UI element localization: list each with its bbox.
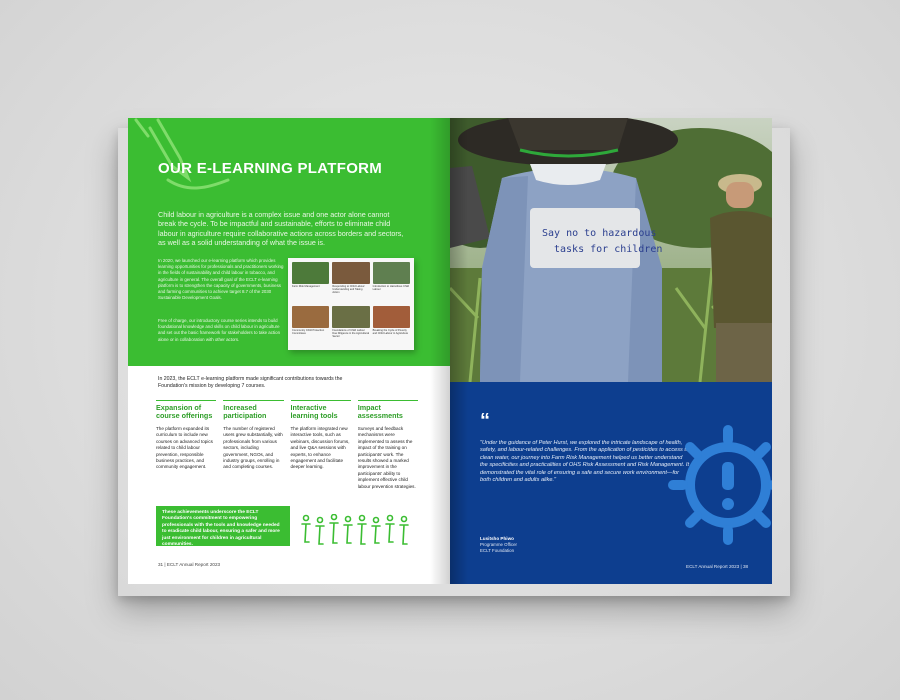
course-thumbnail	[332, 306, 369, 328]
page-title: OUR E-LEARNING PLATFORM	[158, 160, 383, 177]
testimonial-role-title: Programme Officer	[480, 542, 518, 547]
course-card	[292, 262, 329, 303]
highlight-column	[223, 400, 283, 490]
course-caption: Foundations of Child Labour Due Diligence in the Agricultural Sector	[332, 328, 370, 338]
achievements-box: These achievements underscore the ECLT Foundation's commitment to empowering professionals with the tools and knowledge needed to eradicate child labour, ensuring a safer and more just environment for children in agricultural communities.	[156, 506, 290, 546]
shirt-slogan-line2: tasks for children	[554, 244, 663, 255]
courses-paragraph: Free of charge, our introductory course series intends to build foundational knowledge and skills on child labour in agriculture and set out the basic framework for stakeholders to take action alone or in collaboration with other actors.	[158, 318, 281, 342]
course-card	[332, 262, 369, 303]
highlight-column	[358, 400, 418, 490]
platform-paragraph: In 2020, we launched our e-learning platform which provides learning opportunities for professionals and practitioners working in the fields of sustainability and child labour in tobacco, and agriculture in general. The overall goal of the ECLT e-learning platform is to strengthen the capacity of governments, business and farming communities to achieve target 8.7 of the 2030 Sustainable Development Goals.	[158, 258, 284, 301]
pencil-icon	[128, 118, 238, 198]
course-caption: Responding to Child Labour: Understanding and Taking Action	[332, 285, 366, 294]
course-thumbnail	[373, 262, 410, 284]
field-photo	[450, 118, 772, 382]
left-page	[128, 118, 450, 584]
stats-intro: In 2023, the ECLT e-learning platform made significant contributions towards the Foundation's mission by developing 7 courses.	[158, 376, 343, 389]
testimonial-role	[480, 542, 517, 554]
highlight-column	[156, 400, 216, 490]
course-caption: Introduction to Hazardous Child Labour	[372, 285, 409, 291]
highlight-body: The number of registered users grew substantially, with professionals from various sectors, including government, NGOs, and industry groups, enrolling in and completing courses.	[223, 426, 283, 470]
page-footer: ECLT Annual Report 2023 | 38	[686, 564, 749, 569]
course-card	[373, 262, 410, 303]
people-illustration-icon	[300, 514, 412, 548]
highlight-body: The platform integrated new interactive tools, such as webinars, discussion forums, and live Q&A sessions with experts, to enhance engagement and facilitate deeper learning.	[290, 426, 350, 470]
course-card	[373, 306, 410, 347]
platform-screenshot	[288, 258, 414, 350]
testimonial-organisation: ECLT Foundation	[480, 548, 515, 553]
highlight-body: Surveys and feedback mechanisms were implemented to assess the impact of the training on participants' work. The results showed a marked improvement in the participants' ability to implement effective child labour prevention strategies.	[357, 426, 416, 489]
highlight-heading: Interactive learning tools	[290, 403, 338, 420]
course-caption: Community Child Protection Committees	[292, 328, 325, 335]
course-thumbnail	[292, 262, 329, 284]
course-thumbnail	[292, 306, 329, 328]
highlight-body: The platform expanded its curriculum to include new courses on advanced topics related to child labour prevention, responsible business practices, and community engagement.	[156, 426, 213, 470]
highlights-columns	[156, 400, 418, 490]
highlight-heading: Expansion of course offerings	[156, 403, 213, 420]
testimonial-author: Lusitsho Phiwo	[480, 536, 514, 541]
course-card	[332, 306, 369, 347]
highlight-heading: Increased participation	[223, 403, 267, 420]
course-thumbnail	[373, 306, 410, 328]
highlight-column	[291, 400, 351, 490]
shirt-slogan-line1: Say no to hazardous	[542, 228, 657, 239]
gear-exclamation-icon	[668, 410, 772, 560]
quote-mark-icon: “	[480, 410, 490, 432]
course-card	[292, 306, 329, 347]
course-caption: Farm Risk Management	[292, 285, 320, 288]
course-thumbnail	[332, 262, 369, 284]
green-header-block	[128, 118, 450, 366]
course-caption: Breaking the Cycle of Poverty and Child Labour in Agriculture	[372, 328, 409, 335]
highlight-heading: Impact assessments	[357, 403, 403, 420]
right-page	[450, 118, 772, 584]
testimonial-quote: "Under the guidance of Peter Hurst, we explored the intricate landscape of health, safety, and labour-related challenges. From the application of pesticides to access to clean water, our journey into Farm Risk Management helped us better understand the specificities and practicalities of OHS Risk Assessment and Risk Management. It demonstrated the vital role of ensuring a safe and secure work environment—for both children and adults alike."	[480, 440, 690, 484]
intro-paragraph: Child labour in agriculture is a complex issue and one actor alone cannot break the cycle. To be impactful and sustainable, efforts to eliminate child labour in agriculture require collaborative actions across borders and sectors, as well as a solid understanding of what the issue is.	[158, 210, 404, 248]
page-footer: 31 | ECLT Annual Report 2023	[158, 562, 221, 567]
